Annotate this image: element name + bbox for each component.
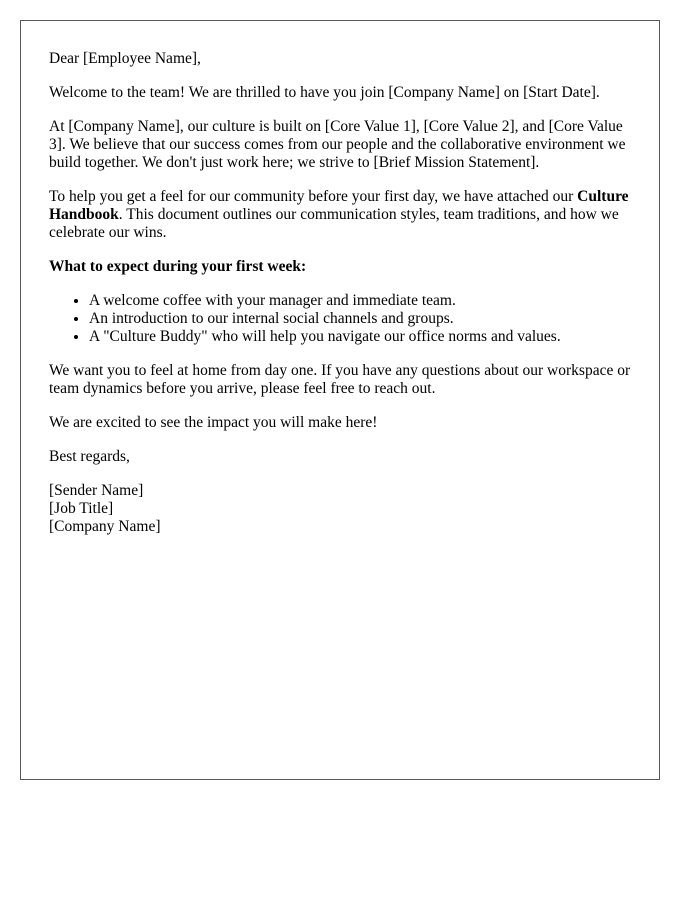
signature-block [49, 482, 631, 536]
letter-page [20, 20, 660, 780]
list-item: • An introduction to our internal social channels and groups. [89, 310, 631, 328]
list-item: • A welcome coffee with your manager and immediate team. [89, 292, 631, 310]
excited-paragraph: We are excited to see the impact you will make here! [49, 414, 378, 431]
list-item: • A "Culture Buddy" who will help you navigate our office norms and values. [89, 328, 631, 346]
company-name: [Company Name] [49, 518, 161, 535]
sender-name: [Sender Name] [49, 482, 144, 499]
welcome-paragraph: Welcome to the team! We are thrilled to have you join [Company Name] on [Start Date]. [49, 84, 600, 101]
handbook-text-before: To help you get a feel for our community before your first day, we have attached our [49, 188, 578, 205]
culture-paragraph: At [Company Name], our culture is built on [Core Value 1], [Core Value 2], and [Core Value 3]. We believe that our success comes from our people and the collaborative environment we build together. We don't just work here; we strive to [Brief Mission Statement]. [49, 118, 626, 171]
first-week-heading: What to expect during your first week: [49, 258, 307, 275]
job-title: [Job Title] [49, 500, 114, 517]
handbook-paragraph [49, 188, 631, 242]
closing: Best regards, [49, 448, 130, 465]
culture-handbook-name: Culture Handbook [49, 188, 629, 223]
salutation: Dear [Employee Name], [49, 50, 201, 67]
handbook-text-after: . This document outlines our communication styles, team traditions, and how we celebrate our wins. [49, 206, 619, 241]
first-week-list [49, 292, 631, 346]
feel-at-home-paragraph: We want you to feel at home from day one. If you have any questions about our workspace or team dynamics before you arrive, please feel free to reach out. [49, 362, 631, 397]
